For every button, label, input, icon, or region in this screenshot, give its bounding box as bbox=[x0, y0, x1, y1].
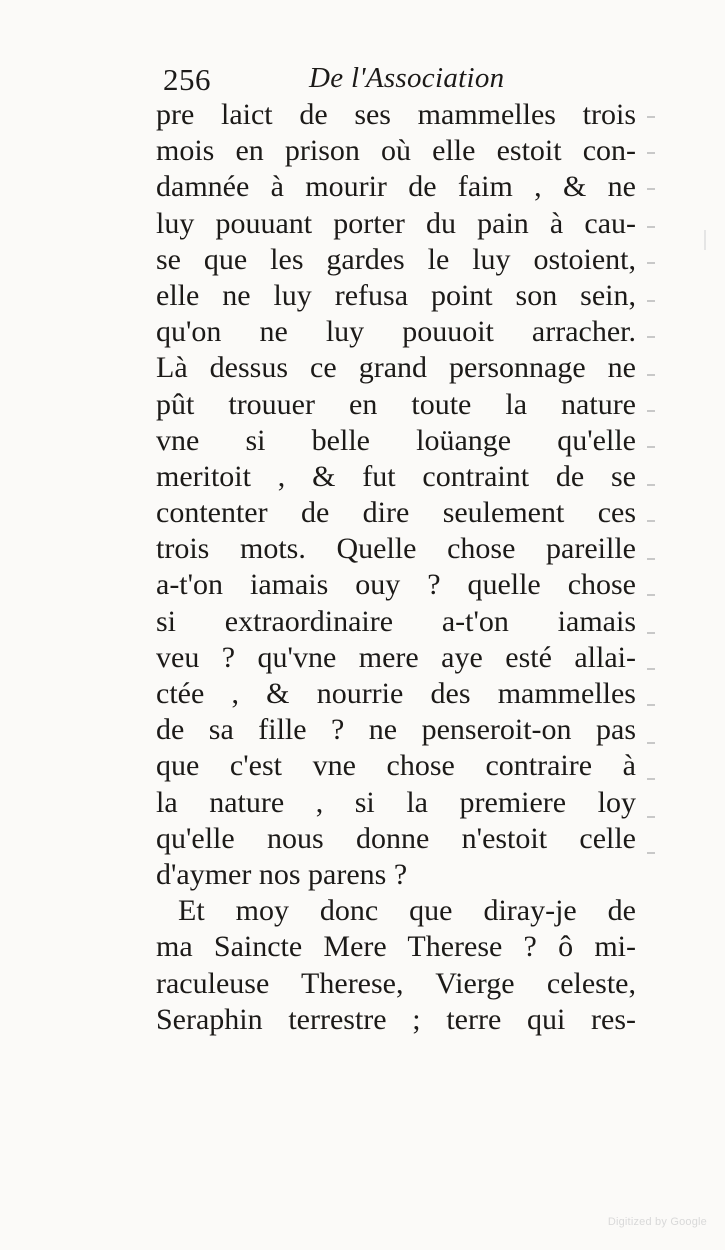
text-block bbox=[156, 97, 636, 1038]
text-line: si extraordinaire a-t'on iamais bbox=[156, 604, 636, 638]
page-edge-mark bbox=[704, 230, 706, 250]
text-line: a-t'on iamais ouy ? quelle chose bbox=[156, 568, 636, 602]
text-line: de sa fille ? ne penseroit-on pas bbox=[156, 713, 636, 747]
text-line: raculeuse Therese, Vierge celeste, bbox=[156, 966, 636, 1000]
text-line: elle ne luy refusa point son sein, bbox=[156, 278, 636, 312]
margin-marks bbox=[641, 112, 669, 872]
page-number: 256 bbox=[163, 62, 211, 97]
text-line: veu ? qu'vne mere aye esté allai- bbox=[156, 640, 636, 674]
text-line: vne si belle loüange qu'elle bbox=[156, 423, 636, 457]
text-line: meritoit , & fut contraint de se bbox=[156, 459, 636, 493]
text-line: trois mots. Quelle chose pareille bbox=[156, 532, 636, 566]
text-line: pût trouuer en toute la nature bbox=[156, 387, 636, 421]
text-line: mois en prison où elle estoit con- bbox=[156, 134, 636, 168]
text-line: que c'est vne chose contraire à bbox=[156, 749, 636, 783]
text-line: Et moy donc que diray-je de bbox=[178, 894, 636, 928]
text-line: ma Saincte Mere Therese ? ô mi- bbox=[156, 930, 636, 964]
running-title: De l'Association bbox=[309, 62, 505, 94]
text-line: se que les gardes le luy ostoient, bbox=[156, 242, 636, 276]
text-line: d'aymer nos parens ? bbox=[156, 857, 408, 891]
text-line: damnée à mourir de faim , & ne bbox=[156, 170, 636, 204]
text-line: luy pouuant porter du pain à cau- bbox=[156, 206, 636, 240]
digitization-watermark: Digitized by Google bbox=[607, 1216, 707, 1228]
text-line: contenter de dire seulement ces bbox=[156, 496, 636, 530]
text-line: qu'elle nous donne n'estoit celle bbox=[156, 821, 636, 855]
text-line: Là dessus ce grand personnage ne bbox=[156, 351, 636, 385]
text-line: ctée , & nourrie des mammelles bbox=[156, 677, 636, 710]
text-line: Seraphin terrestre ; terre qui res- bbox=[156, 1002, 636, 1036]
text-line: la nature , si la premiere loy bbox=[156, 785, 636, 819]
text-line: qu'on ne luy pouuoit arracher. bbox=[156, 315, 636, 349]
text-line: pre laict de ses mammelles trois bbox=[156, 98, 636, 131]
